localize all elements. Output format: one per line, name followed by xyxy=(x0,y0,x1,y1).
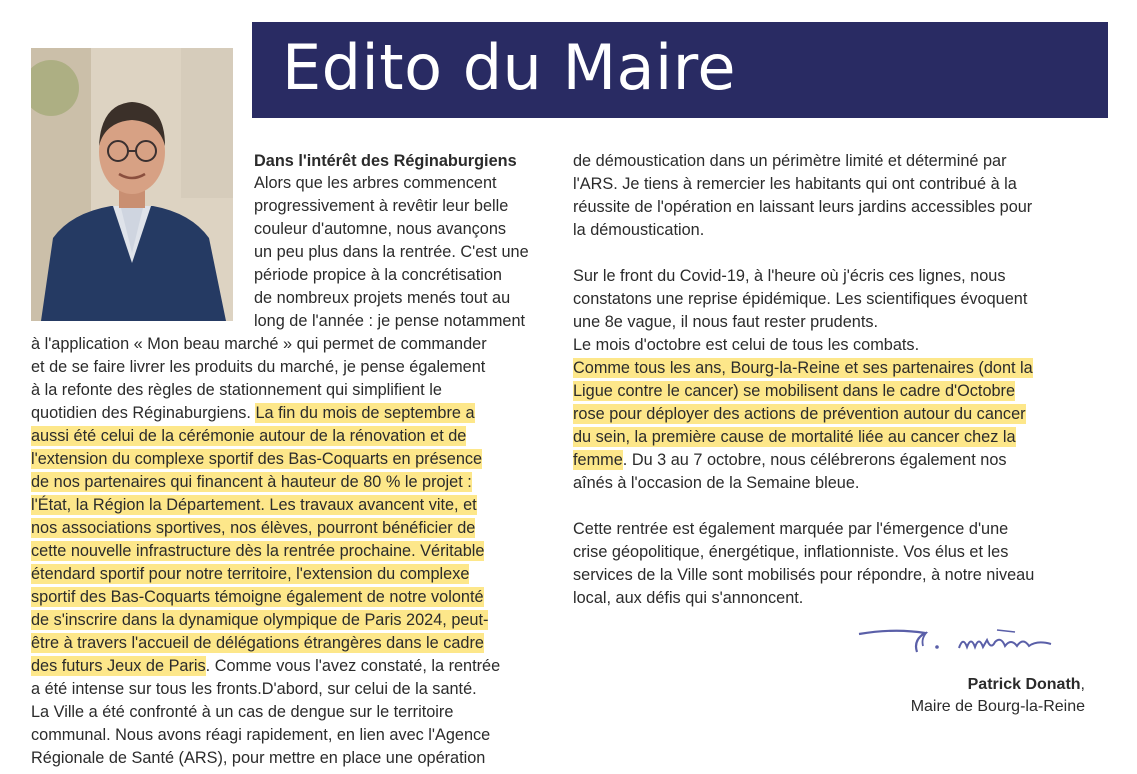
text-span: long de l'année : je pense notamment xyxy=(254,312,526,330)
text-span: . Du 3 au 7 octobre, nous célébrerons également nos xyxy=(622,451,1007,469)
highlighted-text: sportif des Bas-Coquarts témoigne également de notre volonté xyxy=(31,588,484,606)
highlighted-text: cette nouvelle infrastructure dès la rentrée prochaine. Véritable xyxy=(31,542,485,560)
text-line xyxy=(254,241,545,263)
highlighted-text: Comme tous les ans, Bourg-la-Reine et ses partenaires (dont la xyxy=(573,359,1033,377)
text-line xyxy=(31,379,545,401)
portrait-illustration xyxy=(31,48,233,321)
text-span: à l'application « Mon beau marché » qui permet de commander xyxy=(31,335,487,353)
text-line xyxy=(31,517,545,539)
text-line xyxy=(254,310,545,332)
text-line xyxy=(573,196,1085,218)
text-line xyxy=(573,518,1085,540)
text-line xyxy=(573,564,1085,586)
text-line xyxy=(573,587,1085,609)
text-span: à la refonte des règles de stationnement qui simplifient le xyxy=(31,381,442,399)
highlighted-text: de nos partenaires qui financent à hauteur de 80 % le projet : xyxy=(31,473,472,491)
handwritten-signature xyxy=(855,620,1070,660)
highlighted-text: l'État, la Région la Département. Les travaux avancent vite, et xyxy=(31,496,477,514)
text-line xyxy=(31,448,545,470)
text-line xyxy=(254,172,545,194)
text-line xyxy=(573,472,1085,494)
text-line xyxy=(254,195,545,217)
text-span: période propice à la concrétisation xyxy=(254,266,502,284)
signer-name-suffix: , xyxy=(1080,676,1085,693)
mayor-portrait-photo xyxy=(31,48,233,321)
text-span: progressivement à revêtir leur belle xyxy=(254,197,509,215)
text-line xyxy=(573,219,1085,241)
text-line xyxy=(254,287,545,309)
text-line xyxy=(254,218,545,240)
highlighted-text: étendard sportif pour notre territoire, l'extension du complexe xyxy=(31,565,470,583)
highlighted-text: rose pour déployer des actions de prévention autour du cancer xyxy=(573,405,1026,423)
text-line xyxy=(31,540,545,562)
text-span: couleur d'automne, nous avançons xyxy=(254,220,507,238)
text-span: Sur le front du Covid-19, à l'heure où j'écris ces lignes, nous xyxy=(573,267,1006,285)
text-line xyxy=(31,402,545,424)
text-line xyxy=(31,494,545,516)
text-span: Cette rentrée est également marquée par l'émergence d'une xyxy=(573,520,1009,538)
text-line xyxy=(31,655,545,677)
text-line xyxy=(31,471,545,493)
highlighted-text: aussi été celui de la cérémonie autour de la rénovation et de xyxy=(31,427,467,445)
text-span: Alors que les arbres commencent xyxy=(254,174,497,192)
text-line xyxy=(573,311,1085,333)
highlighted-text: nos associations sportives, nos élèves, pourront bénéficier de xyxy=(31,519,476,537)
text-line xyxy=(573,334,1085,356)
text-line xyxy=(31,724,545,746)
text-line xyxy=(573,541,1085,563)
text-line xyxy=(31,609,545,631)
text-line xyxy=(573,288,1085,310)
text-span: aînés à l'occasion de la Semaine bleue. xyxy=(573,474,860,492)
text-span: constatons une reprise épidémique. Les scientifiques évoquent xyxy=(573,290,1028,308)
text-line xyxy=(31,632,545,654)
highlighted-text: des futurs Jeux de Paris xyxy=(31,657,206,675)
text-span: . Comme vous l'avez constaté, la rentrée xyxy=(205,657,501,675)
text-line xyxy=(31,747,545,769)
text-line xyxy=(31,563,545,585)
text-line xyxy=(573,357,1085,379)
text-line xyxy=(31,678,545,700)
text-span: de démoustication dans un périmètre limité et déterminé par xyxy=(573,152,1007,170)
text-span: Le mois d'octobre est celui de tous les combats. xyxy=(573,336,920,354)
highlighted-text: Ligue contre le cancer) se mobilisent dans le cadre d'Octobre xyxy=(573,382,1016,400)
text-line xyxy=(573,380,1085,402)
text-line xyxy=(573,173,1085,195)
text-line xyxy=(31,586,545,608)
title-banner xyxy=(252,22,1108,118)
article-heading: Dans l'intérêt des Réginaburgiens xyxy=(254,152,517,170)
signer-name-line xyxy=(911,674,1085,696)
text-span: communal. Nous avons réagi rapidement, en lien avec l'Agence xyxy=(31,726,491,744)
highlighted-text: La fin du mois de septembre a xyxy=(255,404,475,422)
text-span: et de se faire livrer les produits du marché, je pense également xyxy=(31,358,486,376)
signer-role: Maire de Bourg-la-Reine xyxy=(910,698,1085,715)
text-span: services de la Ville sont mobilisés pour répondre, à notre niveau xyxy=(573,566,1035,584)
text-span: a été intense sur tous les fronts.D'abord, sur celui de la santé. xyxy=(31,680,477,698)
highlighted-text: être à travers l'accueil de délégations étrangères dans le cadre xyxy=(31,634,484,652)
text-line xyxy=(254,264,545,286)
text-span: La Ville a été confronté à un cas de dengue sur le territoire xyxy=(31,703,454,721)
highlighted-text: de s'inscrire dans la dynamique olympique de Paris 2024, peut- xyxy=(31,611,489,629)
text-span: l'ARS. Je tiens à remercier les habitants qui ont contribué à la xyxy=(573,175,1017,193)
text-line xyxy=(31,701,545,723)
text-line xyxy=(573,265,1085,287)
text-line xyxy=(31,425,545,447)
signer-name: Patrick Donath xyxy=(967,676,1081,693)
text-span: crise géopolitique, énergétique, inflationniste. Vos élus et les xyxy=(573,543,1009,561)
text-line xyxy=(573,150,1085,172)
text-span: de nombreux projets menés tout au xyxy=(254,289,511,307)
text-line xyxy=(31,333,545,355)
text-line xyxy=(573,403,1085,425)
text-span: Régionale de Santé (ARS), pour mettre en place une opération xyxy=(31,749,486,767)
highlighted-text: femme xyxy=(573,451,623,469)
page-title: Edito du Maire xyxy=(282,31,737,104)
text-line xyxy=(31,356,545,378)
text-span: un peu plus dans la rentrée. C'est une xyxy=(254,243,529,261)
text-span: local, aux défis qui s'annoncent. xyxy=(573,589,804,607)
text-line xyxy=(573,449,1085,471)
text-span: la démoustication. xyxy=(573,221,705,239)
text-span: réussite de l'opération en laissant leurs jardins accessibles pour xyxy=(573,198,1033,216)
text-line xyxy=(573,426,1085,448)
highlighted-text: du sein, la première cause de mortalité liée au cancer chez la xyxy=(573,428,1016,446)
text-span: quotidien des Réginaburgiens. xyxy=(31,404,256,422)
highlighted-text: l'extension du complexe sportif des Bas-Coquarts en présence xyxy=(31,450,483,468)
text-span: une 8e vague, il nous faut rester prudents. xyxy=(573,313,879,331)
signature-block xyxy=(911,674,1085,718)
